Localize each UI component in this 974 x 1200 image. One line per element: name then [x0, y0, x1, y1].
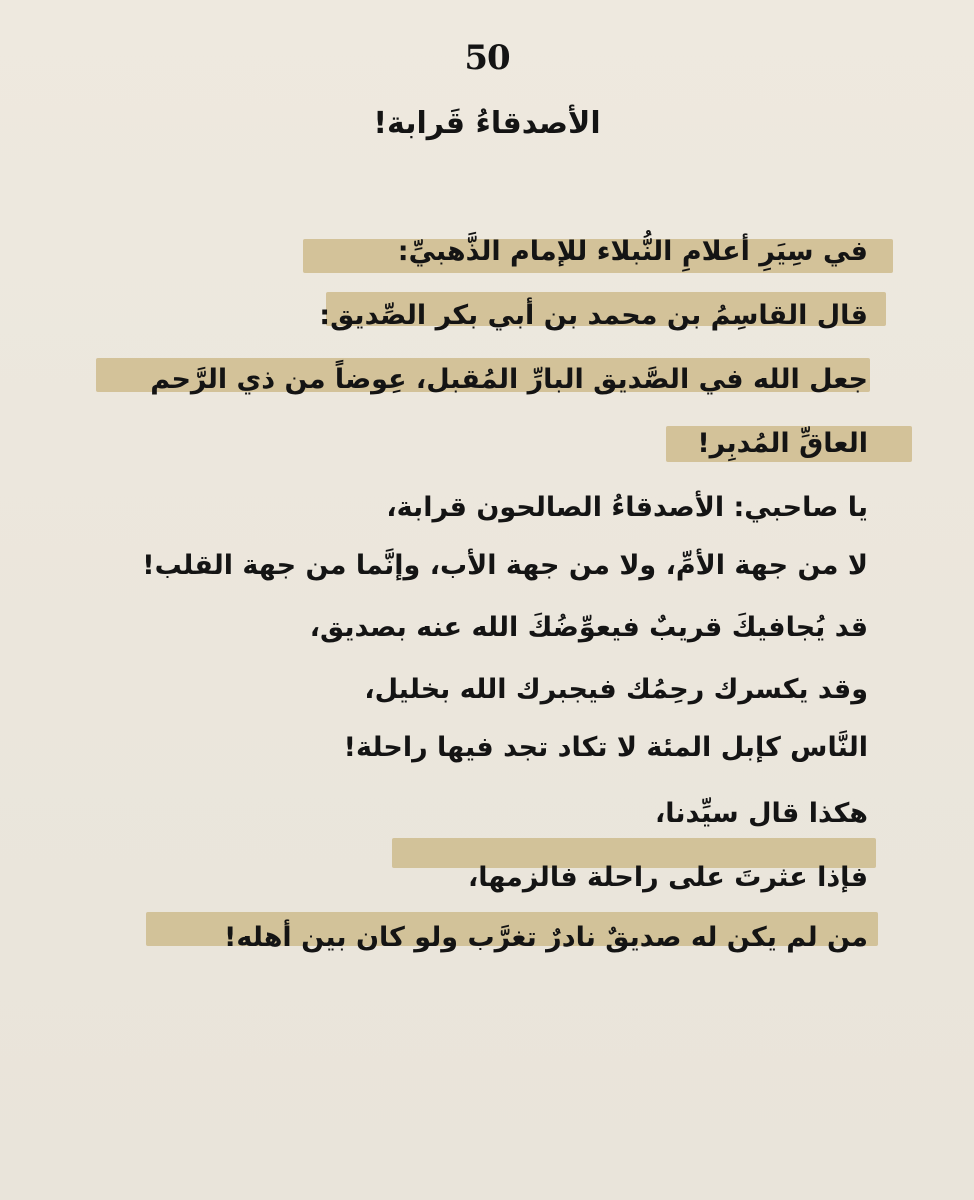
text-line-4: العاقِّ المُدبِر! [697, 428, 868, 459]
text-line-1: في سِيَرِ أعلامِ النُّبلاء للإمام الذَّهبيِّ: [397, 236, 868, 267]
text-line-2: قال القاسِمُ بن محمد بن أبي بكر الصِّديق: [319, 300, 868, 331]
text-line-3: جعل الله في الصَّديق البارِّ المُقبل، عِوضاً من ذي الرَّحم [150, 364, 868, 395]
text-line-6: لا من جهة الأمِّ، ولا من جهة الأب، وإنَّما من جهة القلب! [142, 550, 868, 581]
text-line-11: فإذا عثرتَ على راحلة فالزمها، [467, 862, 868, 893]
text-line-10: هكذا قال سيِّدنا، [654, 798, 868, 829]
text-line-12: من لم يكن له صديقٌ نادرٌ تغرَّب ولو كان بين أهله! [224, 922, 868, 953]
page-number: 50 [464, 38, 510, 78]
text-line-9: النَّاس كإبل المئة لا تكاد تجد فيها راحلة! [343, 732, 868, 763]
text-line-8: وقد يكسرك رحِمُك فيجبرك الله بخليل، [364, 674, 868, 705]
chapter-title: الأصدقاءُ قَرابة! [373, 106, 601, 141]
text-line-7: قد يُجافيكَ قريبٌ فيعوِّضُكَ الله عنه بصديق، [309, 612, 868, 643]
text-line-5: يا صاحبي: الأصدقاءُ الصالحون قرابة، [386, 492, 868, 523]
